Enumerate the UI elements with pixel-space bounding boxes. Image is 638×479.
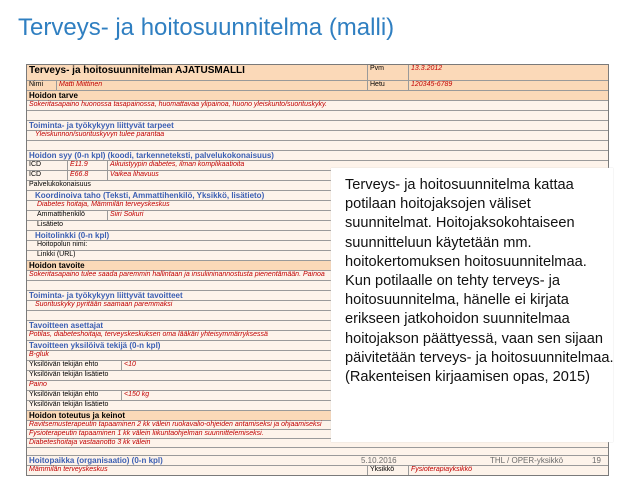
b-gluk-ehto-label: Yksilöivän tekijän ehto — [29, 361, 99, 368]
pvm-label: Pvm — [367, 65, 408, 80]
linkki-label: Linkki (URL) — [37, 251, 76, 258]
ammattihenkilo-label: Ammattihenkilö — [37, 211, 85, 218]
paino-label: Paino — [29, 381, 47, 388]
paino-ehto-value: <150 kg — [121, 391, 607, 400]
b-gluk-label: B-gluk — [29, 351, 49, 358]
hoitolinkki-label: Hoitolinkki (0-n kpl) — [35, 231, 110, 240]
hoidon-tarve-value: Sokeritasapaino huonossa tasapainossa, huomattavaa ylipainoa, huono yleiskunto/suorituskyky. — [29, 101, 327, 108]
explanation-text: Terveys- ja hoitosuunnitelma kattaa potilaan hoitojaksojen väliset suunnitelmat. Hoitojaksokohtaiseen suunnitteluun käytetään mm. hoitokertomuksen hoitosuunnitelmaa. Kun potilaalle on tehty terveys- ja hoitosuunnitelma, hänelle ei kirjata erikseen jatkohoidon suunnitelmaa hoitojakson päättyessä, vaan sen sijaan päivitetään terveys- ja hoitosuunnitelmaa. (Rakenteisen kirjaamisen opas, 2015) — [345, 177, 614, 386]
toiminta-value-row — [27, 130, 608, 140]
nimi-row — [27, 80, 608, 90]
toiminta-row — [27, 120, 608, 130]
icd-label-2: ICD — [29, 171, 42, 178]
slide-title: Terveys- ja hoitosuunnitelma (malli) — [18, 14, 395, 41]
toiminta-label: Toiminta- ja työkykyyn liittyvät tarpeet — [29, 121, 174, 130]
toteutus-item-1: Ravitsemusterapeutin tapaaminen 2 kk välein ruokavalio-ohjeiden antamiseksi ja ohjaamiseksi — [29, 421, 322, 428]
toteutus-item-3: Diabeteshoitaja vastaanotto 3 kk välein — [29, 439, 151, 446]
hetu-value: 120345-6789 — [408, 81, 608, 90]
hoitopolun-nimi-label: Hoitopolun nimi: — [37, 241, 88, 248]
yksikko-label: Yksikkö — [367, 466, 408, 475]
tavoitteen-asettajat-label: Tavoitteen asettajat — [29, 321, 104, 330]
toteutus-item-2: Fysioterapeutin tapaaminen 1 kk välein liikuntaohjelman suunnittelemiseksi. — [29, 430, 264, 437]
icd-label-1: ICD — [29, 161, 42, 168]
tavoitteen-asettajat-value: Potilas, diabeteshoitaja, terveyskeskuksen oma lääkäri yhteisymmärryksessä — [29, 331, 268, 338]
b-gluk-lisatieto-label: Yksilöivän tekijän lisätieto — [29, 371, 109, 378]
icd-code-2: E66.8 — [67, 171, 107, 180]
lisatieto-label: Lisätieto — [37, 221, 64, 228]
ammattihenkilo-value: Siiri Sokuri — [107, 211, 607, 220]
paino-ehto-label: Yksilöivän tekijän ehto — [29, 391, 99, 398]
hetu-label: Hetu — [367, 81, 408, 90]
toiminta-value: Yleiskunnon/suorituskyvyn tulee parantaa — [35, 131, 165, 138]
b-gluk-ehto-value: <10 — [121, 361, 607, 370]
hoitopaikka-label: Hoitopaikka (organisaatio) (0-n kpl) — [29, 456, 163, 465]
koordinoiva-label: Koordinoiva taho (Teksti, Ammattihenkilö, Yksikkö, lisätieto) — [35, 191, 265, 200]
form-header-row — [27, 65, 608, 80]
footer-page: 19 — [592, 456, 601, 465]
hoitopaikka-value: Mämmilän terveyskeskus — [29, 466, 108, 473]
koordinoiva-value: Diabetes hoitaja, Mämmilän terveyskeskus — [37, 201, 170, 208]
hoidon-toteutus-label: Hoidon toteutus ja keinot — [29, 411, 125, 420]
footer-date: 5.10.2016 — [361, 456, 397, 465]
hoidon-syy-label: Hoidon syy (0-n kpl) (koodi, tarkenneteksti, palvelukokonaisuus) — [29, 151, 274, 160]
hoidon-tarve-value-row — [27, 100, 608, 110]
hoidon-tavoite-value: Sokeritasapaino tulee saada paremmin hallintaan ja insuliininannostusta pienentämään. Painoa — [29, 271, 325, 278]
hoidon-tavoite-label: Hoidon tavoite — [29, 261, 85, 270]
hoidon-syy-row — [27, 150, 608, 160]
yksikko-value: Fysioterapiayksikkö — [408, 466, 608, 475]
pvm-value: 13.3.2012 — [408, 65, 608, 80]
toiminta-tavoite-label: Toiminta- ja työkykyyn liittyvät tavoitteet — [29, 291, 183, 300]
icd-text-1: Aikuistyypin diabetes, ilman komplikaatioita — [107, 161, 607, 170]
palvelukokonaisuus-label: Palvelukokonaisuus — [29, 181, 91, 188]
icd-code-1: E11.9 — [67, 161, 107, 170]
toiminta-tavoite-value: Suorituskyky pyritään saamaan paremmaksi — [35, 301, 173, 308]
paino-lisatieto-label: Yksilöivän tekijän lisätieto — [29, 401, 109, 408]
hoidon-tarve-row — [27, 90, 608, 100]
footer-org: THL / OPER-yksikkö — [490, 456, 564, 465]
nimi-label: Nimi — [29, 81, 43, 88]
icd-text-2: Vaikea lihavuus — [107, 171, 607, 180]
form-header-title: Terveys- ja hoitosuunnitelman AJATUSMALLI — [29, 65, 245, 76]
tavoitteen-yksiloiva-label: Tavoitteen yksilöivä tekijä (0-n kpl) — [29, 341, 161, 350]
hoidon-tarve-label: Hoidon tarve — [29, 91, 78, 100]
hoitopaikka-value-row — [27, 465, 608, 475]
nimi-value: Matti Miittinen — [56, 81, 367, 90]
